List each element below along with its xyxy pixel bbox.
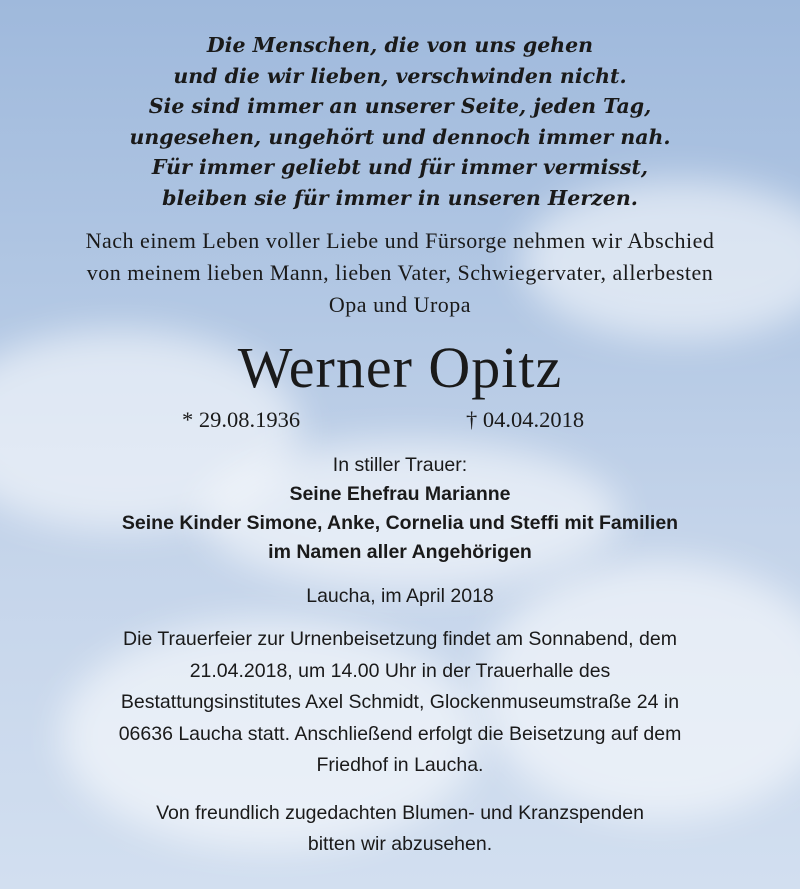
service-line: Die Trauerfeier zur Urnenbeisetzung findet am Sonnabend, dem	[123, 628, 677, 650]
poem-line: Sie sind immer an unserer Seite, jeden Tag,	[148, 94, 652, 118]
mourner-line: im Namen aller Angehörigen	[268, 541, 532, 563]
service-line: 21.04.2018, um 14.00 Uhr in der Trauerhalle des	[189, 659, 611, 682]
flowers-line: bitten wir abzusehen.	[307, 832, 493, 855]
intro-line: von meinem lieben Mann, lieben Vater, Schwiegervater, allerbesten	[86, 260, 714, 285]
death-date: † 04.04.2018	[466, 407, 585, 432]
poem-line: Für immer geliebt und für immer vermisst,	[151, 155, 649, 179]
mourner-line: Seine Ehefrau Marianne	[289, 483, 511, 505]
service-line: Bestattungsinstitutes Axel Schmidt, Glockenmuseumstraße 24 in	[120, 691, 680, 713]
intro-text	[0, 225, 800, 321]
flowers-request	[0, 798, 800, 860]
poem-line: und die wir lieben, verschwinden nicht.	[173, 63, 627, 88]
mourner-line: Seine Kinder Simone, Anke, Cornelia und Steffi mit Familien	[121, 512, 679, 534]
poem-line: ungesehen, ungehört und dennoch immer nah.	[129, 124, 671, 149]
mourners-heading: In stiller Trauer:	[332, 454, 468, 476]
birth-date: * 29.08.1936	[182, 407, 301, 432]
service-line: 06636 Laucha statt. Anschließend erfolgt die Beisetzung auf dem	[118, 722, 682, 745]
place-date: Laucha, im April 2018	[306, 585, 494, 607]
deceased-name: Werner Opitz	[237, 335, 563, 400]
life-dates	[0, 403, 800, 437]
service-line: Friedhof in Laucha.	[316, 754, 484, 776]
poem-line: Die Menschen, die von uns gehen	[206, 33, 594, 57]
poem	[0, 0, 800, 213]
flowers-line: Von freundlich zugedachten Blumen- und Kranzspenden	[156, 801, 644, 824]
mourners	[0, 451, 800, 567]
service-info	[0, 624, 800, 782]
intro-line: Nach einem Leben voller Liebe und Fürsorge nehmen wir Abschied	[85, 228, 715, 253]
poem-line: bleiben sie für immer in unseren Herzen.	[162, 185, 638, 210]
intro-line: Opa und Uropa	[328, 292, 472, 317]
